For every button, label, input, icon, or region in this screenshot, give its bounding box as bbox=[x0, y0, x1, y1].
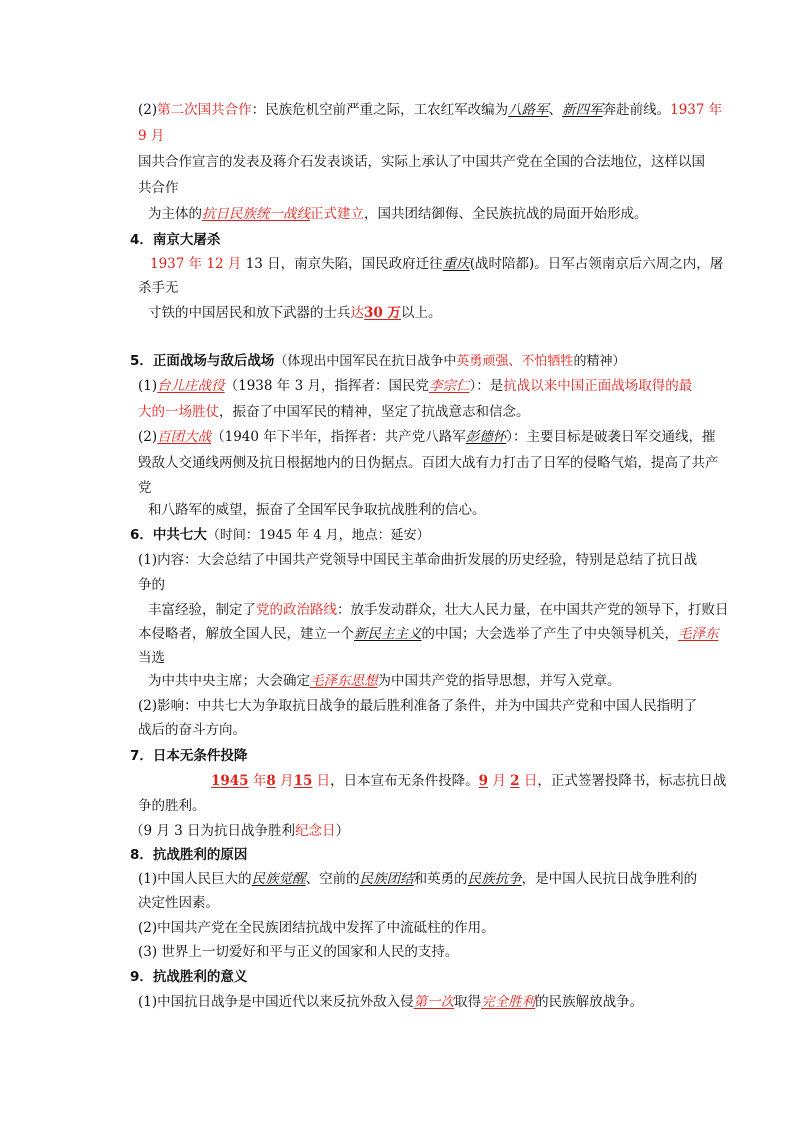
term-peng-dehuai: 彭德怀 bbox=[465, 429, 507, 445]
term-hundred-regiments: 百团大战 bbox=[157, 429, 212, 445]
paragraph-line: (1)内容：大会总结了中国共产党领导中国民主革命曲折发展的历史经验，特别是总结了抗日战 bbox=[138, 552, 698, 568]
paragraph-line: (2)影响：中共七大为争取抗日战争的最后胜利准备了条件，并为中国共产党和中国人民指明了 bbox=[138, 698, 698, 714]
date-highlight: 1937 年 12 月 bbox=[150, 256, 242, 272]
term-first-time: 第一次 bbox=[413, 994, 455, 1010]
section-heading: 4．南京大屠杀 bbox=[130, 232, 221, 248]
paragraph-line: 争的 bbox=[138, 577, 165, 593]
paragraph-line: 和八路军的威望，振奋了全国军民争取抗战胜利的信心。 bbox=[148, 502, 486, 518]
term-political-line: 党的政治路线 bbox=[256, 602, 337, 618]
date-year: 1945 bbox=[211, 773, 249, 789]
paragraph-line: 党 bbox=[138, 480, 152, 496]
paragraph-line: 杀手无 bbox=[138, 280, 179, 296]
term-national-unity: 民族团结 bbox=[359, 871, 414, 887]
paragraph-line: (1)台儿庄战役（1938 年 3 月，指挥者：国民党李宗仁）：是抗战以来中国正面战场取得的最 bbox=[138, 378, 693, 394]
paragraph-line: 争的胜利。 bbox=[138, 798, 206, 814]
date-highlight: 1937 年 bbox=[670, 102, 723, 118]
paragraph-line: 为中共中央主席；大会确定毛泽东思想为中国共产党的指导思想，并写入党章。 bbox=[148, 673, 621, 689]
term-chongqing: 重庆 bbox=[442, 256, 470, 272]
paragraph-line: (2)第二次国共合作：民族危机空前严重之际，工农红军改编为八路军、新四军奔赴前线。1937 年 bbox=[138, 102, 723, 118]
term-memorial-day: 纪念日 bbox=[295, 823, 336, 839]
section-heading: 9．抗战胜利的意义 bbox=[130, 969, 248, 985]
term-second-united-front: 第二次国共合作 bbox=[157, 102, 252, 118]
section-heading: 5．正面战场与敌后战场（体现出中国军民在抗日战争中英勇顽强、不怕牺牲的精神） bbox=[130, 353, 626, 369]
paragraph-line: 本侵略者，解放全国人民，建立一个新民主主义的中国；大会选举了产生了中央领导机关，毛泽东 bbox=[138, 626, 719, 642]
paragraph-line: 为主体的抗日民族统一战线正式建立，国共团结御侮、全民族抗战的局面开始形成。 bbox=[148, 206, 648, 222]
term-taierzhuang: 台儿庄战役 bbox=[157, 378, 225, 394]
term-national-struggle: 民族抗争 bbox=[467, 871, 522, 887]
paragraph-line: 1945 年8 月15 日，日本宣布无条件投降。9 月 2 日，正式签署投降书，标志抗日战 bbox=[211, 773, 727, 789]
term-new-democracy: 新民主主义 bbox=[354, 626, 422, 642]
term-mao-zedong-thought: 毛泽东思想 bbox=[310, 673, 378, 689]
term-anti-japanese-united-front: 抗日民族统一战线 bbox=[202, 206, 310, 222]
term-li-zongren: 李宗仁 bbox=[428, 378, 470, 394]
date-highlight: 9 月 bbox=[138, 128, 165, 144]
date-day: 15 bbox=[293, 773, 313, 789]
paragraph-line: 决定性因素。 bbox=[138, 895, 219, 911]
term-national-awakening: 民族觉醒 bbox=[251, 871, 306, 887]
term-eighth-route-army: 八路军 bbox=[508, 102, 549, 118]
paragraph-line: 当选 bbox=[138, 650, 165, 666]
term-brave-and-fearless: 英勇顽强、不怕牺牲 bbox=[456, 354, 574, 369]
term-new-fourth-army: 新四军 bbox=[562, 102, 603, 118]
paragraph-line: 大的一场胜仗，振奋了中国军民的精神，坚定了抗战意志和信念。 bbox=[138, 404, 530, 420]
paragraph-line: (2)中国共产党在全民族团结抗战中发挥了中流砥柱的作用。 bbox=[138, 920, 495, 936]
figure-300000: 30 万 bbox=[364, 305, 401, 321]
term-mao-zedong: 毛泽东 bbox=[678, 626, 719, 642]
paragraph-line: 1937 年 12 月 13 日，南京失陷，国民政府迁往重庆(战时陪都)。日军占领南京后六周之内，屠 bbox=[150, 256, 724, 272]
section-heading: 7．日本无条件投降 bbox=[130, 748, 248, 764]
paragraph-line: 寸铁的中国居民和放下武器的士兵达30 万以上。 bbox=[148, 305, 442, 321]
date-month: 9 bbox=[478, 773, 489, 789]
paragraph-line: 战后的奋斗方向。 bbox=[138, 722, 246, 738]
paragraph-line: 国共合作宣言的发表及蒋介石发表谈话，实际上承认了中国共产党在全国的合法地位，这样以国 bbox=[138, 154, 705, 170]
date-day: 2 bbox=[510, 773, 520, 789]
paragraph-line: 毁敌人交通线两侧及抗日根据地内的日伪据点。百团大战有力打击了日军的侵略气焰，提高了共产 bbox=[138, 455, 719, 471]
term-formally-established: 正式建立 bbox=[310, 206, 364, 222]
section-heading: 6．中共七大（时间：1945 年 4 月，地点：延安） bbox=[130, 527, 430, 543]
section-heading: 8．抗战胜利的原因 bbox=[130, 847, 248, 863]
paragraph-line: 丰富经验，制定了党的政治路线：放手发动群众，壮大人民力量，在中国共产党的领导下，打败日 bbox=[148, 602, 729, 618]
paragraph-line: 共合作 bbox=[138, 180, 179, 196]
paragraph-line: (2)百团大战（1940 年下半年，指挥者：共产党八路军彭德怀）：主要目标是破袭日军交通线，摧 bbox=[138, 429, 716, 445]
term-complete-victory: 完全胜利 bbox=[481, 994, 536, 1010]
note-line: （9 月 3 日为抗日战争胜利纪念日） bbox=[130, 823, 350, 839]
paragraph-line: (3) 世界上一切爱好和平与正义的国家和人民的支持。 bbox=[138, 944, 459, 960]
paragraph-line bbox=[0, 126, 800, 146]
paragraph-line: (1)中国人民巨大的民族觉醒、空前的民族团结和英勇的民族抗争，是中国人民抗日战争胜利的 bbox=[138, 871, 698, 887]
paragraph-line: (1)中国抗日战争是中国近代以来反抗外敌入侵第一次取得完全胜利的民族解放战争。 bbox=[138, 994, 644, 1010]
date-month: 8 bbox=[266, 773, 276, 789]
